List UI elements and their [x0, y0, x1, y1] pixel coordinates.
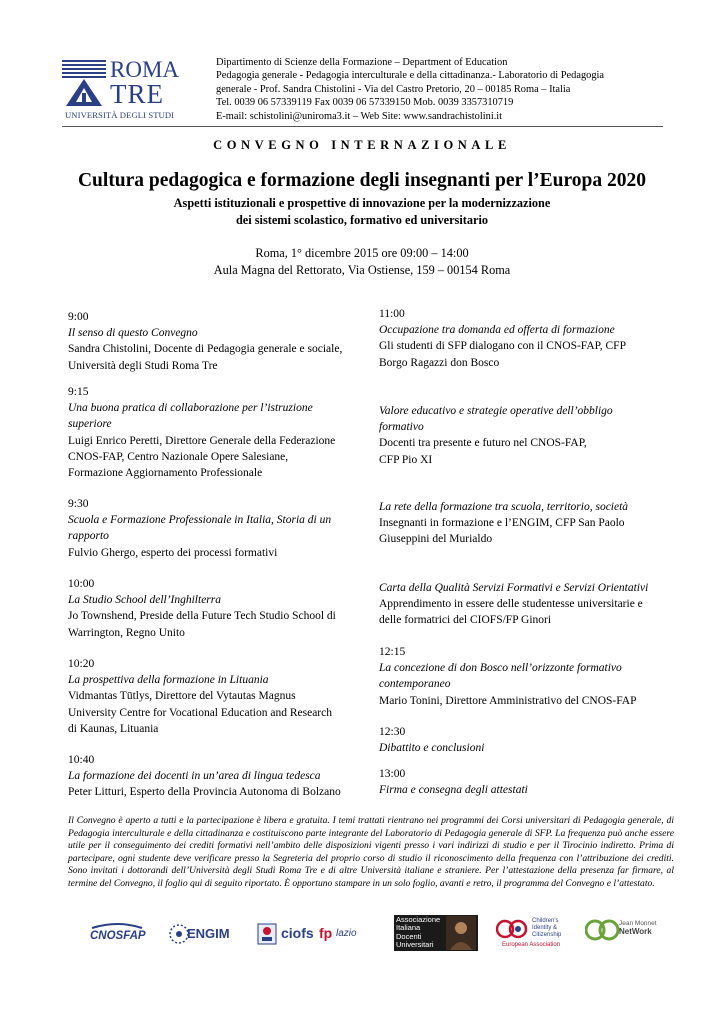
- slot-time: 9:15: [68, 386, 89, 398]
- associazione-line: Associazione: [396, 915, 441, 924]
- ciofs-lazio-text: lazio: [336, 928, 357, 939]
- slot-title: La rete della formazione tra scuola, territorio, società: [379, 501, 629, 513]
- roma-tre-emblem-icon: [62, 60, 106, 108]
- slot-speaker: Luigi Enrico Peretti, Direttore Generale della Federazione: [68, 434, 336, 447]
- participation-note: Il Convegno è aperto a tutti e la partecipazione è libera e gratuita. I temi trattati rientrano nei programmi dei Corsi universitari di Pedagogia generale, di Pedagogia interculturale e della cittadinanza e costituiscono parte integrante del Laboratorio di Pedagogia generale di SFP. La frequenza può anche essere utile per il conseguimento dei crediti formativi nell’ambito delle disposizioni vigenti presso i vari indirizzi di studio e per il Tirocinio indiretto. Prima di partecipare, ogni studente deve verificare presso la Segreteria del proprio corso di studio il riconoscimento della frequenza con l’attribuzione dei crediti. Sono invitati i dottorandi dell’Università degli Studi Roma Tre e di altre Università italiane e straniere. Per l’attestazione della presenza far firmare, al termine del Convegno, il foglio qui di seguito riportato. È opportuno stampare in un solo foglio, avanti e retro, il programma del Convegno e l’attestato.: [68, 815, 674, 889]
- cnosfap-text: CNOSFAP: [90, 930, 146, 942]
- header-divider: [62, 126, 663, 127]
- header-line: E-mail: schistolini@uniroma3.it – Web Site: www.sandrachistolini.it: [216, 110, 503, 122]
- slot-speaker: Borgo Ragazzi don Bosco: [379, 356, 500, 369]
- slot-speaker: Jo Townshend, Preside della Future Tech Studio School di: [68, 610, 336, 623]
- slot-time: 12:30: [379, 726, 406, 738]
- cice-network-logo: [585, 915, 663, 947]
- slot-speaker: Gli studenti di SFP dialogano con il CNOS-FAP, CFP: [379, 340, 626, 353]
- program-slot: [379, 766, 679, 798]
- slot-speaker: Insegnanti in formazione e l’ENGIM, CFP San Paolo: [379, 517, 625, 530]
- slot-time: 10:00: [68, 578, 95, 590]
- slot-speaker: Fulvio Ghergo, esperto dei processi formativi: [68, 546, 278, 559]
- slot-speaker: Università degli Studi Roma Tre: [68, 359, 218, 372]
- cice-network-text: [619, 920, 657, 936]
- slot-title: La prospettiva della formazione in Lituania: [68, 674, 269, 687]
- slot-title: Una buona pratica di collaborazione per l’istruzione: [68, 402, 313, 415]
- associazione-text: [396, 916, 440, 950]
- event-place: Aula Magna del Rettorato, Via Ostiense, 159 – 00154 Roma: [213, 262, 511, 277]
- slot-title: Carta della Qualità Servizi Formativi e Servizi Orientativi: [379, 582, 649, 594]
- slot-speaker: delle formatrici del CIOFS/FP Ginori: [379, 614, 552, 627]
- slot-title: Firma e consegna degli attestati: [379, 784, 528, 797]
- header-line: Pedagogia generale - Pedagogia interculturale e della cittadinanza.- Laboratorio di Pedagogia: [216, 70, 605, 82]
- program-slot: [379, 724, 679, 756]
- associazione-line: Docenti: [396, 931, 422, 941]
- slot-title: Valore educativo e strategie operative dell’obbligo: [379, 405, 613, 417]
- associazione-line: Italiana: [396, 923, 421, 933]
- slot-time: 13:00: [379, 768, 406, 780]
- event-subtitle: [0, 195, 724, 229]
- cnosfap-logo: [88, 922, 146, 948]
- logo-university-text: UNIVERSITÀ DEGLI STUDI: [65, 110, 175, 120]
- program-slot: [68, 752, 373, 801]
- associazione-line: Universitari: [396, 940, 434, 950]
- slot-time: 12:15: [379, 646, 406, 658]
- roma-tre-logo: [62, 58, 180, 122]
- slot-speaker: University Centre for Vocational Education and Research: [68, 706, 332, 719]
- cice-mark-icon: [585, 915, 621, 945]
- ciofs-fp-lazio-logo: [256, 922, 356, 948]
- slot-speaker: Vidmantas Tūtlys, Direttore del Vytautas Magnus: [68, 690, 296, 703]
- slot-title: Dibattito e conclusioni: [379, 742, 485, 755]
- program-slot: [379, 499, 679, 548]
- event-date: Roma, 1° dicembre 2015 ore 09:00 – 14:00: [255, 246, 469, 260]
- slot-speaker: Warrington, Regno Unito: [68, 626, 185, 639]
- slot-speaker: CFP Pio XI: [379, 453, 433, 466]
- cicea-tagline-line: Citizenship: [532, 932, 562, 938]
- cicea-mark-icon: [496, 916, 532, 942]
- cicea-tagline-line: Children's: [532, 918, 559, 924]
- program-slot: [68, 496, 368, 561]
- slot-time: 11:00: [379, 308, 405, 320]
- slot-title: contemporaneo: [379, 678, 451, 691]
- header-line: generale - Prof. Sandra Chistolini - Via del Castro Pretorio, 20 – 00185 Roma – Italia: [216, 83, 571, 95]
- event-kicker: CONVEGNO INTERNAZIONALE: [213, 138, 511, 152]
- engim-logo: [168, 920, 230, 948]
- slot-speaker: Giuseppini del Murialdo: [379, 533, 493, 546]
- logo-roma-text: ROMA: [110, 57, 180, 82]
- event-title: Cultura pedagogica e formazione degli insegnanti per l’Europa 2020: [77, 170, 647, 191]
- department-contact-block: [216, 56, 656, 123]
- slot-speaker: Mario Tonini, Direttore Amministrativo del CNOS-FAP: [379, 694, 637, 707]
- slot-title: superiore: [68, 418, 112, 431]
- header-line: Tel. 0039 06 57339119 Fax 0039 06 57339150 Mob. 0039 3357310719: [216, 97, 514, 109]
- header-line: Dipartimento di Scienze della Formazione – Department of Education: [216, 57, 508, 68]
- slot-time: 10:20: [68, 658, 95, 670]
- cice-network-line: Jean Monnet: [619, 920, 657, 927]
- slot-time: 10:40: [68, 754, 95, 766]
- ciofs-fp-text: fp: [319, 925, 333, 941]
- slot-speaker: Apprendimento in essere delle studentesse universitarie e: [379, 598, 643, 611]
- event-date-place: [0, 245, 724, 278]
- associazione-docenti-logo: [394, 915, 478, 951]
- program-slot: [68, 309, 368, 374]
- cicea-subtitle: European Association: [502, 942, 561, 948]
- slot-title: La Studio School dell’Inghilterra: [68, 594, 222, 607]
- slot-title: La concezione di don Bosco nell’orizzonte formativo: [379, 662, 622, 675]
- slot-speaker: di Kaunas, Lituania: [68, 722, 159, 735]
- slot-speaker: Formazione Aggiornamento Professionale: [68, 467, 263, 480]
- slot-speaker: CNOS-FAP, Centro Nazionale Opere Salesiane,: [68, 450, 289, 463]
- ciofs-text: ciofs: [281, 925, 314, 941]
- ciofs-emblem-icon: [256, 922, 278, 946]
- program-slot: [68, 576, 368, 641]
- logo-tre-text: TRE: [110, 79, 164, 109]
- slot-title: formativo: [379, 421, 424, 434]
- event-subtitle-line: dei sistemi scolastico, formativo ed universitario: [235, 213, 489, 227]
- slot-title: La formazione dei docenti in un’area di lingua tedesca: [68, 770, 321, 783]
- program-slot: [379, 580, 679, 629]
- slot-speaker: Peter Litturi, Esperto della Provincia Autonoma di Bolzano: [68, 786, 341, 799]
- slot-speaker: Sandra Chistolini, Docente di Pedagogia generale e sociale,: [68, 343, 343, 356]
- slot-title: rapporto: [68, 530, 109, 543]
- program-slot: [379, 644, 679, 709]
- associazione-portrait-icon: [446, 916, 476, 950]
- slot-speaker: Docenti tra presente e futuro nel CNOS-FAP,: [379, 437, 587, 450]
- program-slot: [379, 403, 679, 468]
- engim-text: ENGIM: [187, 926, 230, 941]
- slot-time: 9:30: [68, 498, 89, 510]
- cicea-tagline: [532, 918, 561, 939]
- slot-title: Occupazione tra domanda ed offerta di formazione: [379, 324, 615, 337]
- program-slot: [68, 384, 368, 481]
- slot-title: Il senso di questo Convegno: [68, 327, 198, 340]
- cicea-tagline-line: Identity &: [532, 925, 558, 931]
- cicea-logo: [496, 916, 574, 952]
- event-subtitle-line: Aspetti istituzionali e prospettive di innovazione per la modernizzazione: [173, 196, 551, 210]
- program-slot: [68, 656, 368, 737]
- slot-time: 9:00: [68, 311, 89, 323]
- program-slot: [379, 306, 679, 371]
- slot-title: Scuola e Formazione Professionale in Italia, Storia di un: [68, 514, 332, 527]
- cice-network-line: NetWork: [619, 927, 652, 936]
